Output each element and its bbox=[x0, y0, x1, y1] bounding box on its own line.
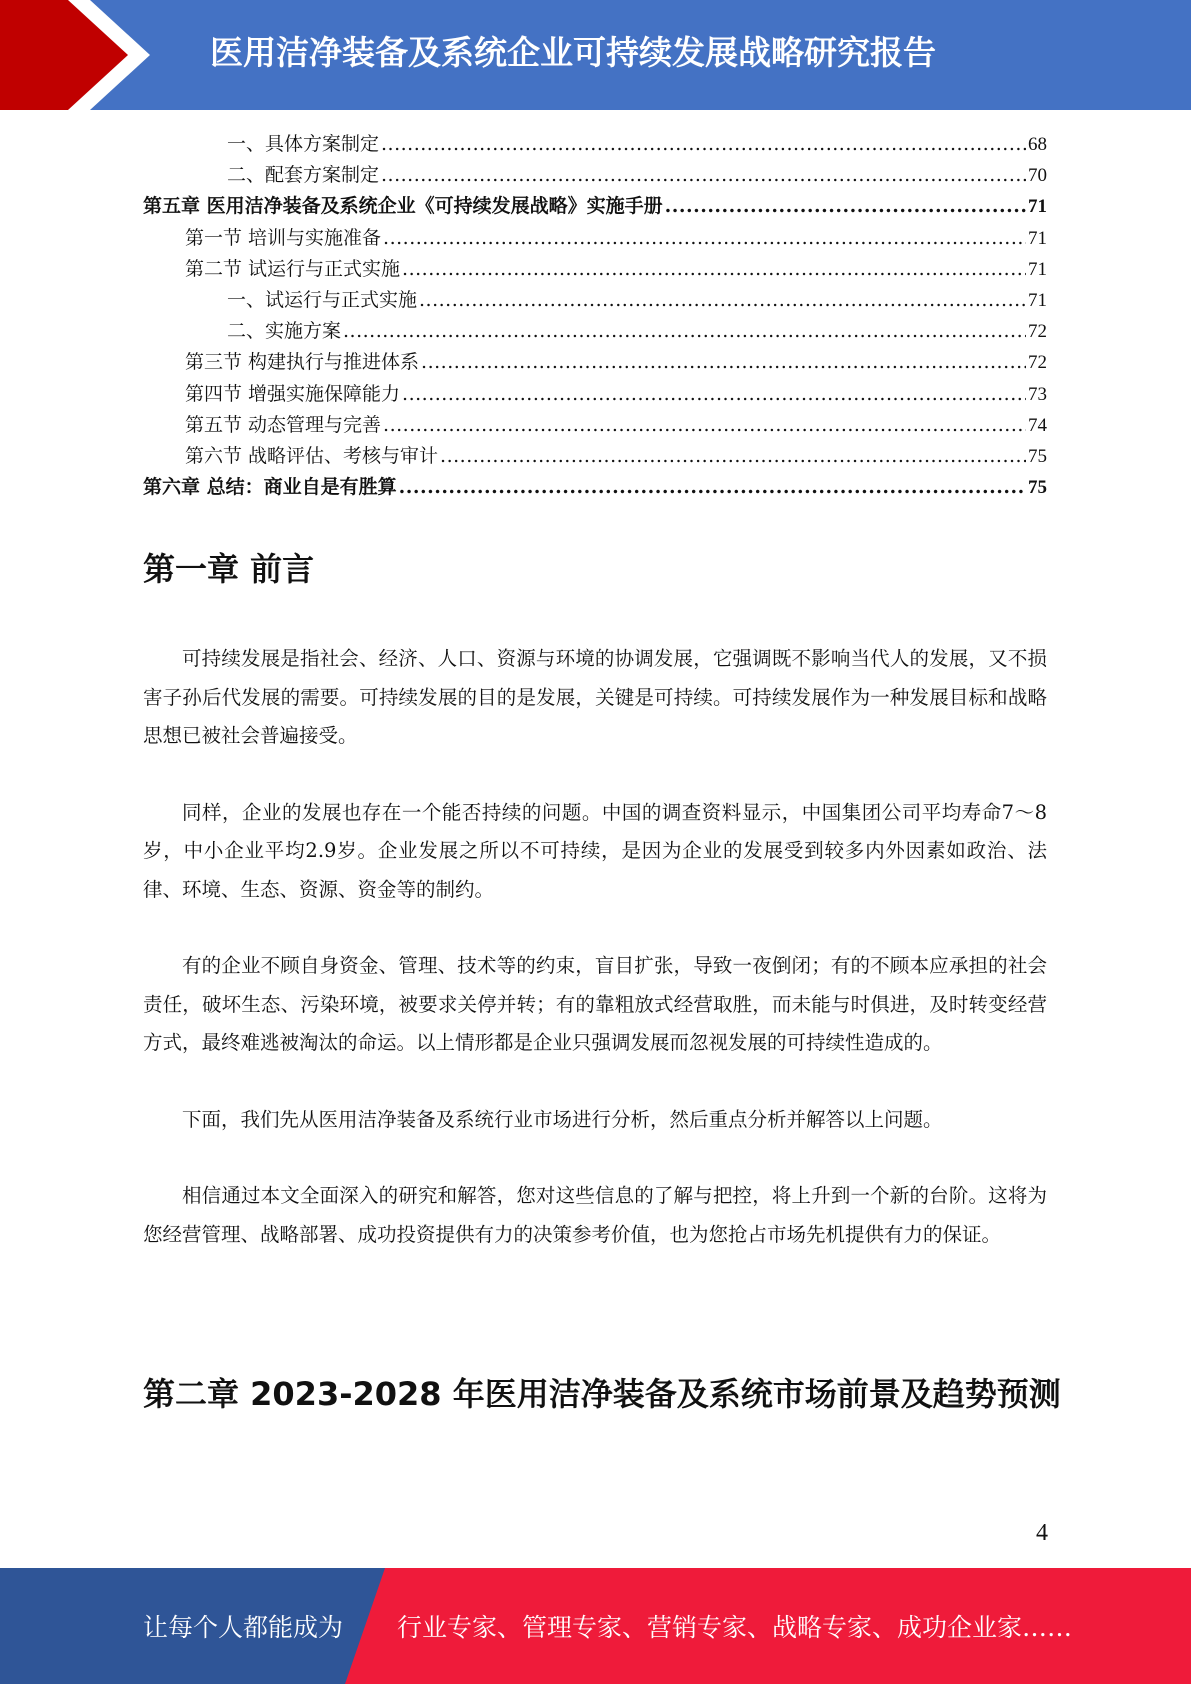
toc-entry-title: 一、试运行与正式实施 bbox=[227, 288, 418, 311]
toc-entry-page: 68 bbox=[1028, 134, 1047, 155]
chapter1-body bbox=[143, 640, 1047, 1292]
toc-entry-page: 71 bbox=[1028, 227, 1047, 249]
toc-entry[interactable] bbox=[143, 347, 1047, 378]
page-number: 4 bbox=[1036, 1520, 1048, 1546]
body-paragraph: 有的企业不顾自身资金、管理、技术等的约束，盲目扩张，导致一夜倒闭；有的不顾本应承担的社会责任，破坏生态、污染环境，被要求关停并转；有的靠粗放式经营取胜，而未能与时俱进，及时转变经营方式，最终难逃被淘汰的命运。以上情形都是企业只强调发展而忽视发展的可持续性造成的。 bbox=[143, 954, 1047, 1054]
toc-entry[interactable] bbox=[143, 191, 1047, 222]
toc-dot-leader bbox=[381, 129, 1026, 160]
toc-entry[interactable] bbox=[143, 223, 1047, 254]
header-arrow-decoration bbox=[0, 0, 160, 110]
toc-entry-title: 一、具体方案制定 bbox=[227, 133, 380, 155]
header-red-chevron bbox=[0, 0, 128, 110]
toc-entry[interactable] bbox=[143, 129, 1047, 160]
toc-entry-page: 74 bbox=[1028, 414, 1047, 436]
toc-dot-leader bbox=[440, 441, 1026, 472]
toc-entry[interactable] bbox=[143, 410, 1047, 441]
toc-entry-title: 第五章 医用洁净装备及系统企业《可持续发展战略》实施手册 bbox=[143, 195, 663, 218]
footer-slogan-left: 让每个人都能成为 bbox=[143, 1613, 344, 1642]
body-paragraph: 相信通过本文全面深入的研究和解答，您对这些信息的了解与把控，将上升到一个新的台阶。这将为您经营管理、战略部署、成功投资提供有力的决策参考价值，也为您抢占市场先机提供有力的保证。 bbox=[143, 1184, 1047, 1246]
toc-entry-page: 72 bbox=[1028, 321, 1047, 343]
toc-entry-page: 72 bbox=[1028, 352, 1047, 374]
toc-dot-leader bbox=[383, 410, 1026, 441]
toc-dot-leader bbox=[383, 223, 1026, 254]
footer-slogan-right: 行业专家、管理专家、营销专家、战略专家、成功企业家…… bbox=[397, 1613, 1073, 1642]
toc-entry-page: 71 bbox=[1028, 258, 1047, 280]
toc-dot-leader bbox=[419, 285, 1026, 316]
toc-entry-page: 75 bbox=[1028, 445, 1047, 467]
page-footer bbox=[0, 1568, 1191, 1684]
toc-entry[interactable] bbox=[143, 316, 1047, 347]
toc-entry-title: 第五节 动态管理与完善 bbox=[185, 413, 382, 436]
toc-entry-title: 二、实施方案 bbox=[227, 320, 342, 343]
chapter2-heading: 第二章 2023-2028 年医用洁净装备及系统市场前景及趋势预测 bbox=[143, 1375, 1061, 1413]
toc-dot-leader bbox=[381, 160, 1026, 191]
toc-entry-page: 73 bbox=[1028, 383, 1047, 405]
toc-entry-title: 第三节 构建执行与推进体系 bbox=[185, 351, 420, 374]
toc-entry-title: 第六节 战略评估、考核与审计 bbox=[185, 444, 439, 467]
toc-dot-leader bbox=[343, 316, 1026, 347]
toc-dot-leader bbox=[421, 347, 1026, 378]
toc-entry-title: 第一节 培训与实施准备 bbox=[185, 226, 382, 249]
toc-entry-title: 第二节 试运行与正式实施 bbox=[185, 257, 401, 280]
toc-entry[interactable] bbox=[143, 441, 1047, 472]
body-paragraph: 下面，我们先从医用洁净装备及系统行业市场进行分析，然后重点分析并解答以上问题。 bbox=[182, 1107, 943, 1131]
toc-entry-title: 二、配套方案制定 bbox=[227, 164, 380, 187]
toc-entry-page: 75 bbox=[1028, 477, 1047, 499]
toc-dot-leader bbox=[665, 191, 1026, 222]
toc-entry[interactable] bbox=[143, 160, 1047, 191]
toc-dot-leader bbox=[402, 379, 1026, 410]
header-title: 医用洁净装备及系统企业可持续发展战略研究报告 bbox=[210, 33, 936, 72]
toc-entry[interactable] bbox=[143, 379, 1047, 410]
toc-entry-page: 71 bbox=[1028, 289, 1047, 311]
toc-entry[interactable] bbox=[143, 285, 1047, 316]
body-paragraph: 同样，企业的发展也存在一个能否持续的问题。中国的调查资料显示，中国集团公司平均寿命7～8岁，中小企业平均2.9岁。企业发展之所以不可持续，是因为企业的发展受到较多内外因素如政治、法律、环境、生态、资源、资金等的制约。 bbox=[143, 800, 1047, 901]
toc-entry[interactable] bbox=[143, 472, 1047, 503]
toc-entry-page: 71 bbox=[1028, 196, 1047, 218]
toc-entry-title: 第四节 增强实施保障能力 bbox=[185, 382, 401, 405]
toc-entry[interactable] bbox=[143, 254, 1047, 285]
toc-entry-title: 第六章 总结：商业自是有胜算 bbox=[143, 476, 397, 499]
table-of-contents bbox=[143, 129, 1047, 503]
body-paragraph: 可持续发展是指社会、经济、人口、资源与环境的协调发展，它强调既不影响当代人的发展，又不损害子孙后代发展的需要。可持续发展的目的是发展，关键是可持续。可持续发展作为一种发展目标和战略思想已被社会普遍接受。 bbox=[143, 647, 1047, 747]
toc-entry-page: 70 bbox=[1028, 165, 1047, 187]
toc-dot-leader bbox=[402, 254, 1026, 285]
page-header bbox=[0, 0, 1191, 110]
toc-dot-leader bbox=[399, 472, 1026, 503]
chapter1-heading: 第一章 前言 bbox=[143, 550, 315, 588]
